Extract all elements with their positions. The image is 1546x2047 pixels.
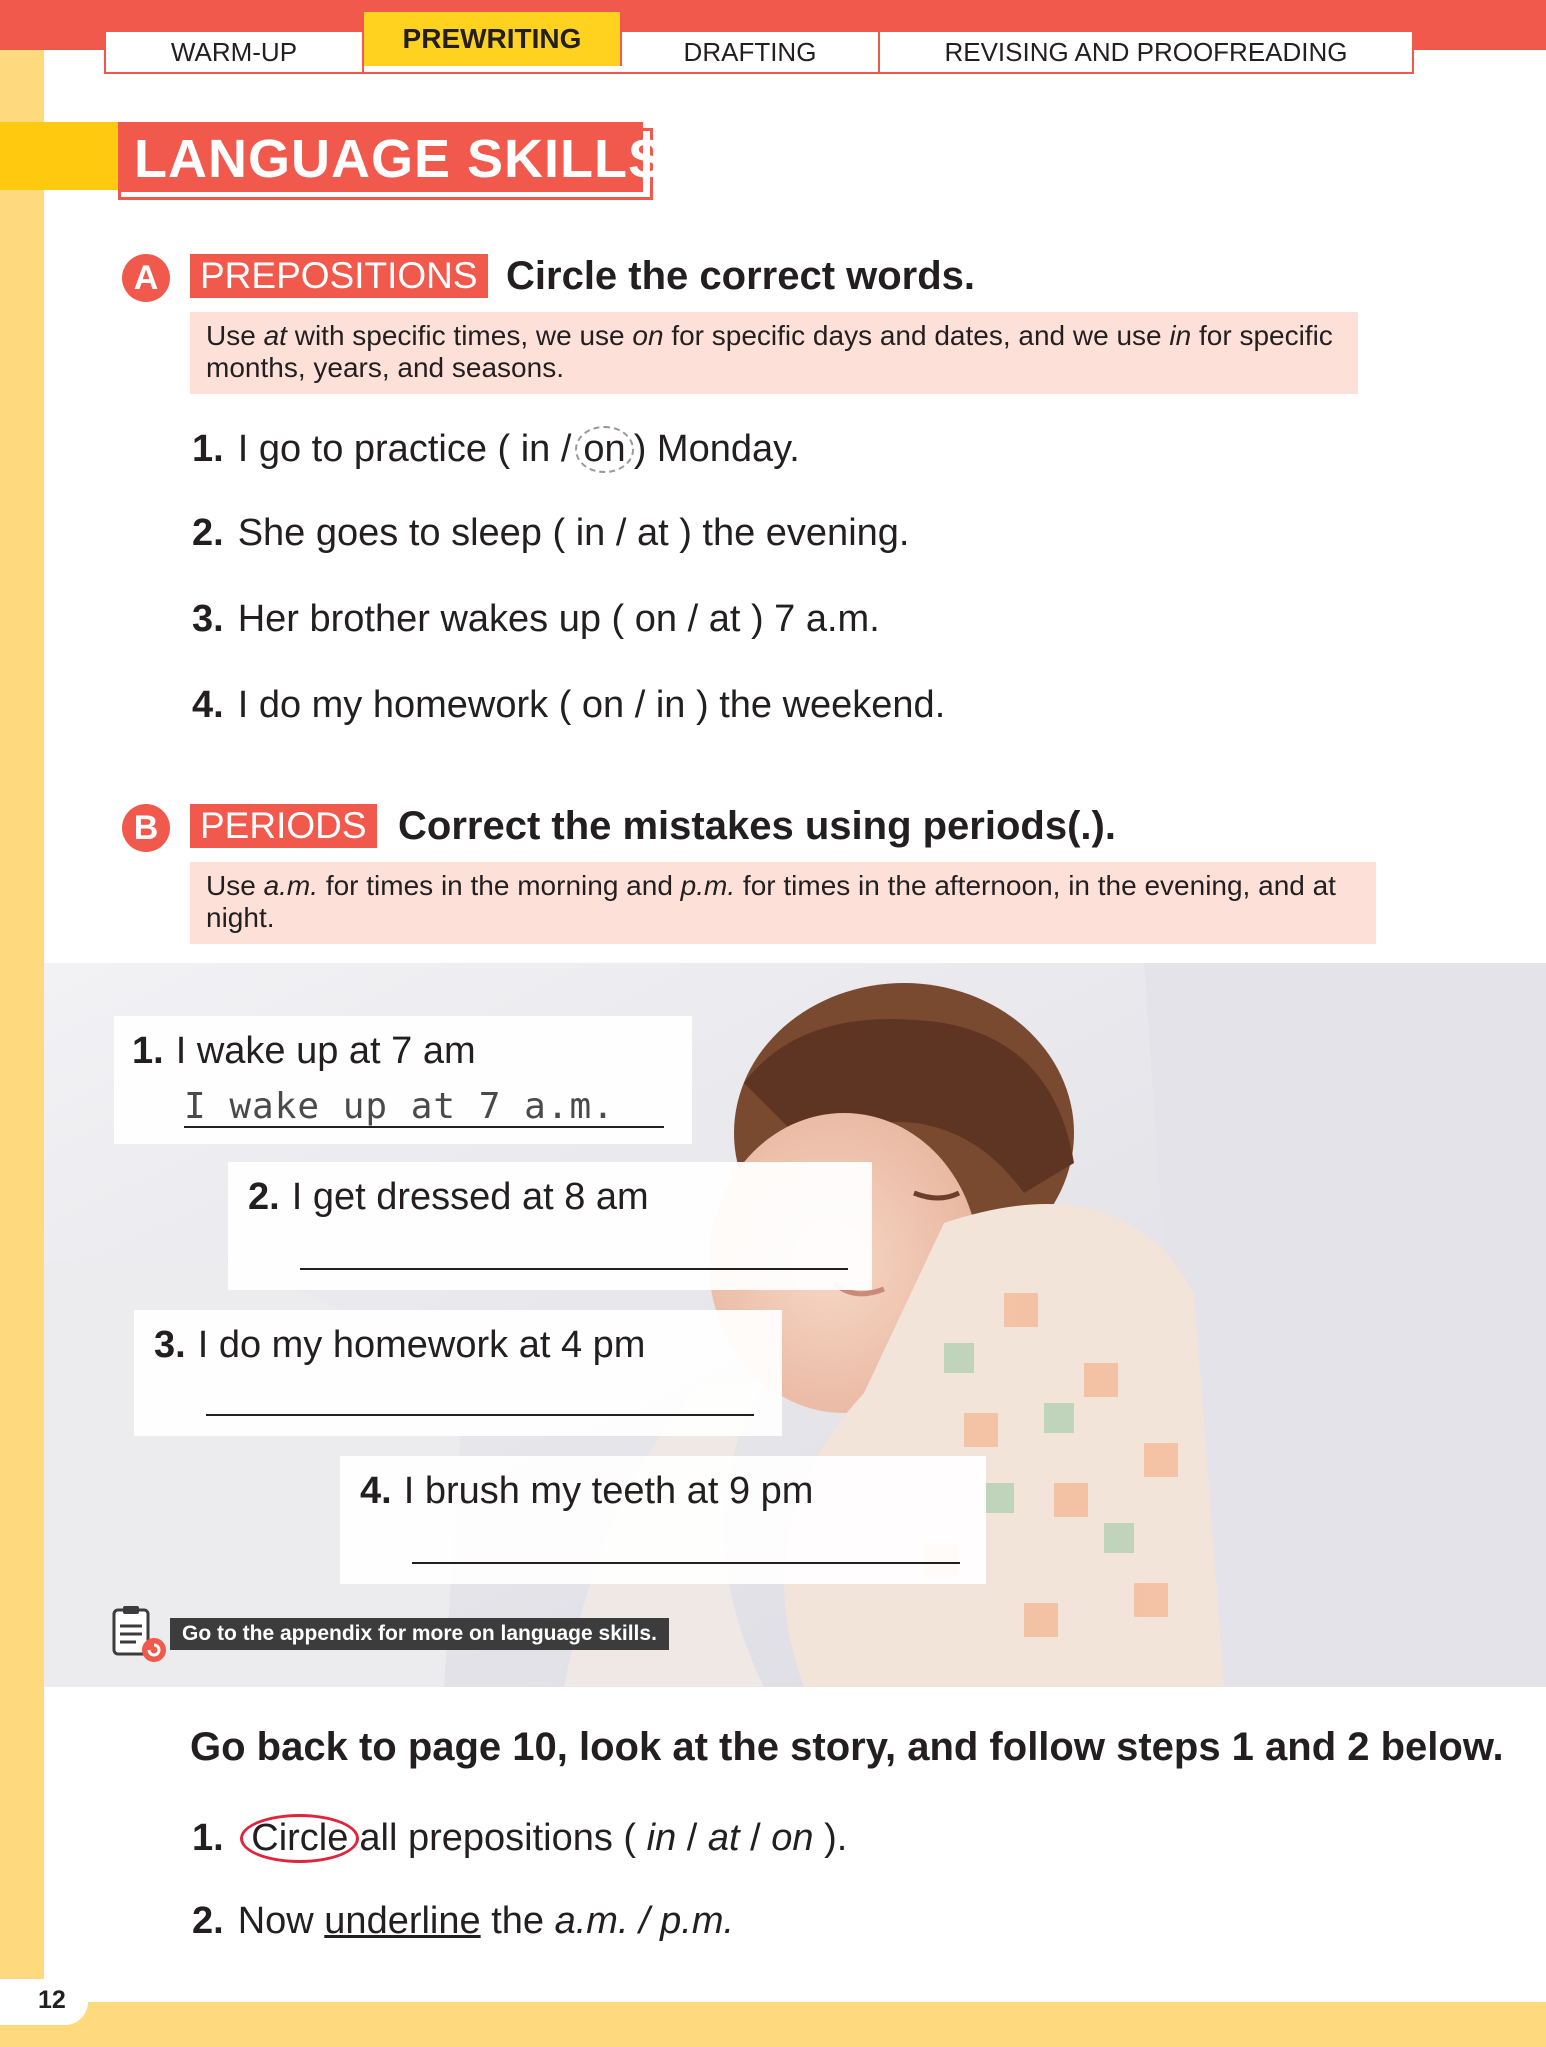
section-a-instruction: Circle the correct words. <box>506 254 976 298</box>
tab-drafting[interactable]: DRAFTING <box>622 32 880 72</box>
followup-instruction: Go back to page 10, look at the story, and follow steps 1 and 2 below. <box>190 1725 1504 1769</box>
answer-text-1: I wake up at 7 a.m. <box>184 1086 615 1127</box>
section-a-badge: A <box>122 254 170 302</box>
answer-line-2[interactable] <box>300 1268 848 1270</box>
underline-word-example: underline <box>324 1900 481 1942</box>
prep-item-2: 2. She goes to sleep ( in / at ) the evening. <box>192 512 910 554</box>
section-a-tip: Use at with specific times, we use on for specific days and dates, and we use in for specific months, years, and seasons. <box>190 312 1358 394</box>
tab-revising-proofreading[interactable]: REVISING AND PROOFREADING <box>944 36 1348 67</box>
tab-prewriting[interactable]: PREWRITING <box>364 12 622 66</box>
prep-item-1: 1. I go to practice ( in / on ) Monday. <box>192 426 800 473</box>
page-title: LANGUAGE SKILLS <box>134 129 666 189</box>
tab-warm-up[interactable]: WARM-UP <box>106 32 364 72</box>
followup-step-1: 1. Circle all prepositions ( in / at / on ). <box>192 1814 847 1863</box>
period-card-2: 2. I get dressed at 8 am <box>228 1162 872 1290</box>
section-b-tag: PERIODS <box>190 804 377 848</box>
section-b-badge: B <box>122 804 170 852</box>
section-nav <box>104 23 1414 74</box>
bottom-band <box>0 2002 1546 2047</box>
prep-item-3: 3. Her brother wakes up ( on / at ) 7 a.m. <box>192 598 880 640</box>
period-card-1: 1. I wake up at 7 am I wake up at 7 a.m. <box>114 1016 692 1144</box>
section-b-instruction: Correct the mistakes using periods(.). <box>398 804 1116 848</box>
period-card-3: 3. I do my homework at 4 pm <box>134 1310 782 1436</box>
prep-item-4: 4. I do my homework ( on / in ) the weekend. <box>192 684 946 726</box>
answer-line-4[interactable] <box>412 1562 960 1564</box>
appendix-note: Go to the appendix for more on language skills. <box>170 1618 669 1650</box>
answer-line-1[interactable] <box>184 1126 664 1128</box>
section-a-tag: PREPOSITIONS <box>190 254 488 298</box>
period-card-4: 4. I brush my teeth at 9 pm <box>340 1456 986 1584</box>
title-accent-bar <box>0 122 136 190</box>
followup-step-2: 2. Now underline the a.m. / p.m. <box>192 1900 735 1942</box>
clipboard-icon <box>110 1604 172 1669</box>
circled-answer[interactable]: on <box>575 426 633 473</box>
left-margin-strip <box>0 50 44 2047</box>
section-b-tip: Use a.m. for times in the morning and p.m. for times in the afternoon, in the evening, and at night. <box>190 862 1376 944</box>
circle-word-example: Circle <box>240 1814 359 1863</box>
answer-line-3[interactable] <box>206 1414 754 1416</box>
page-number: 12 <box>38 1986 66 2014</box>
